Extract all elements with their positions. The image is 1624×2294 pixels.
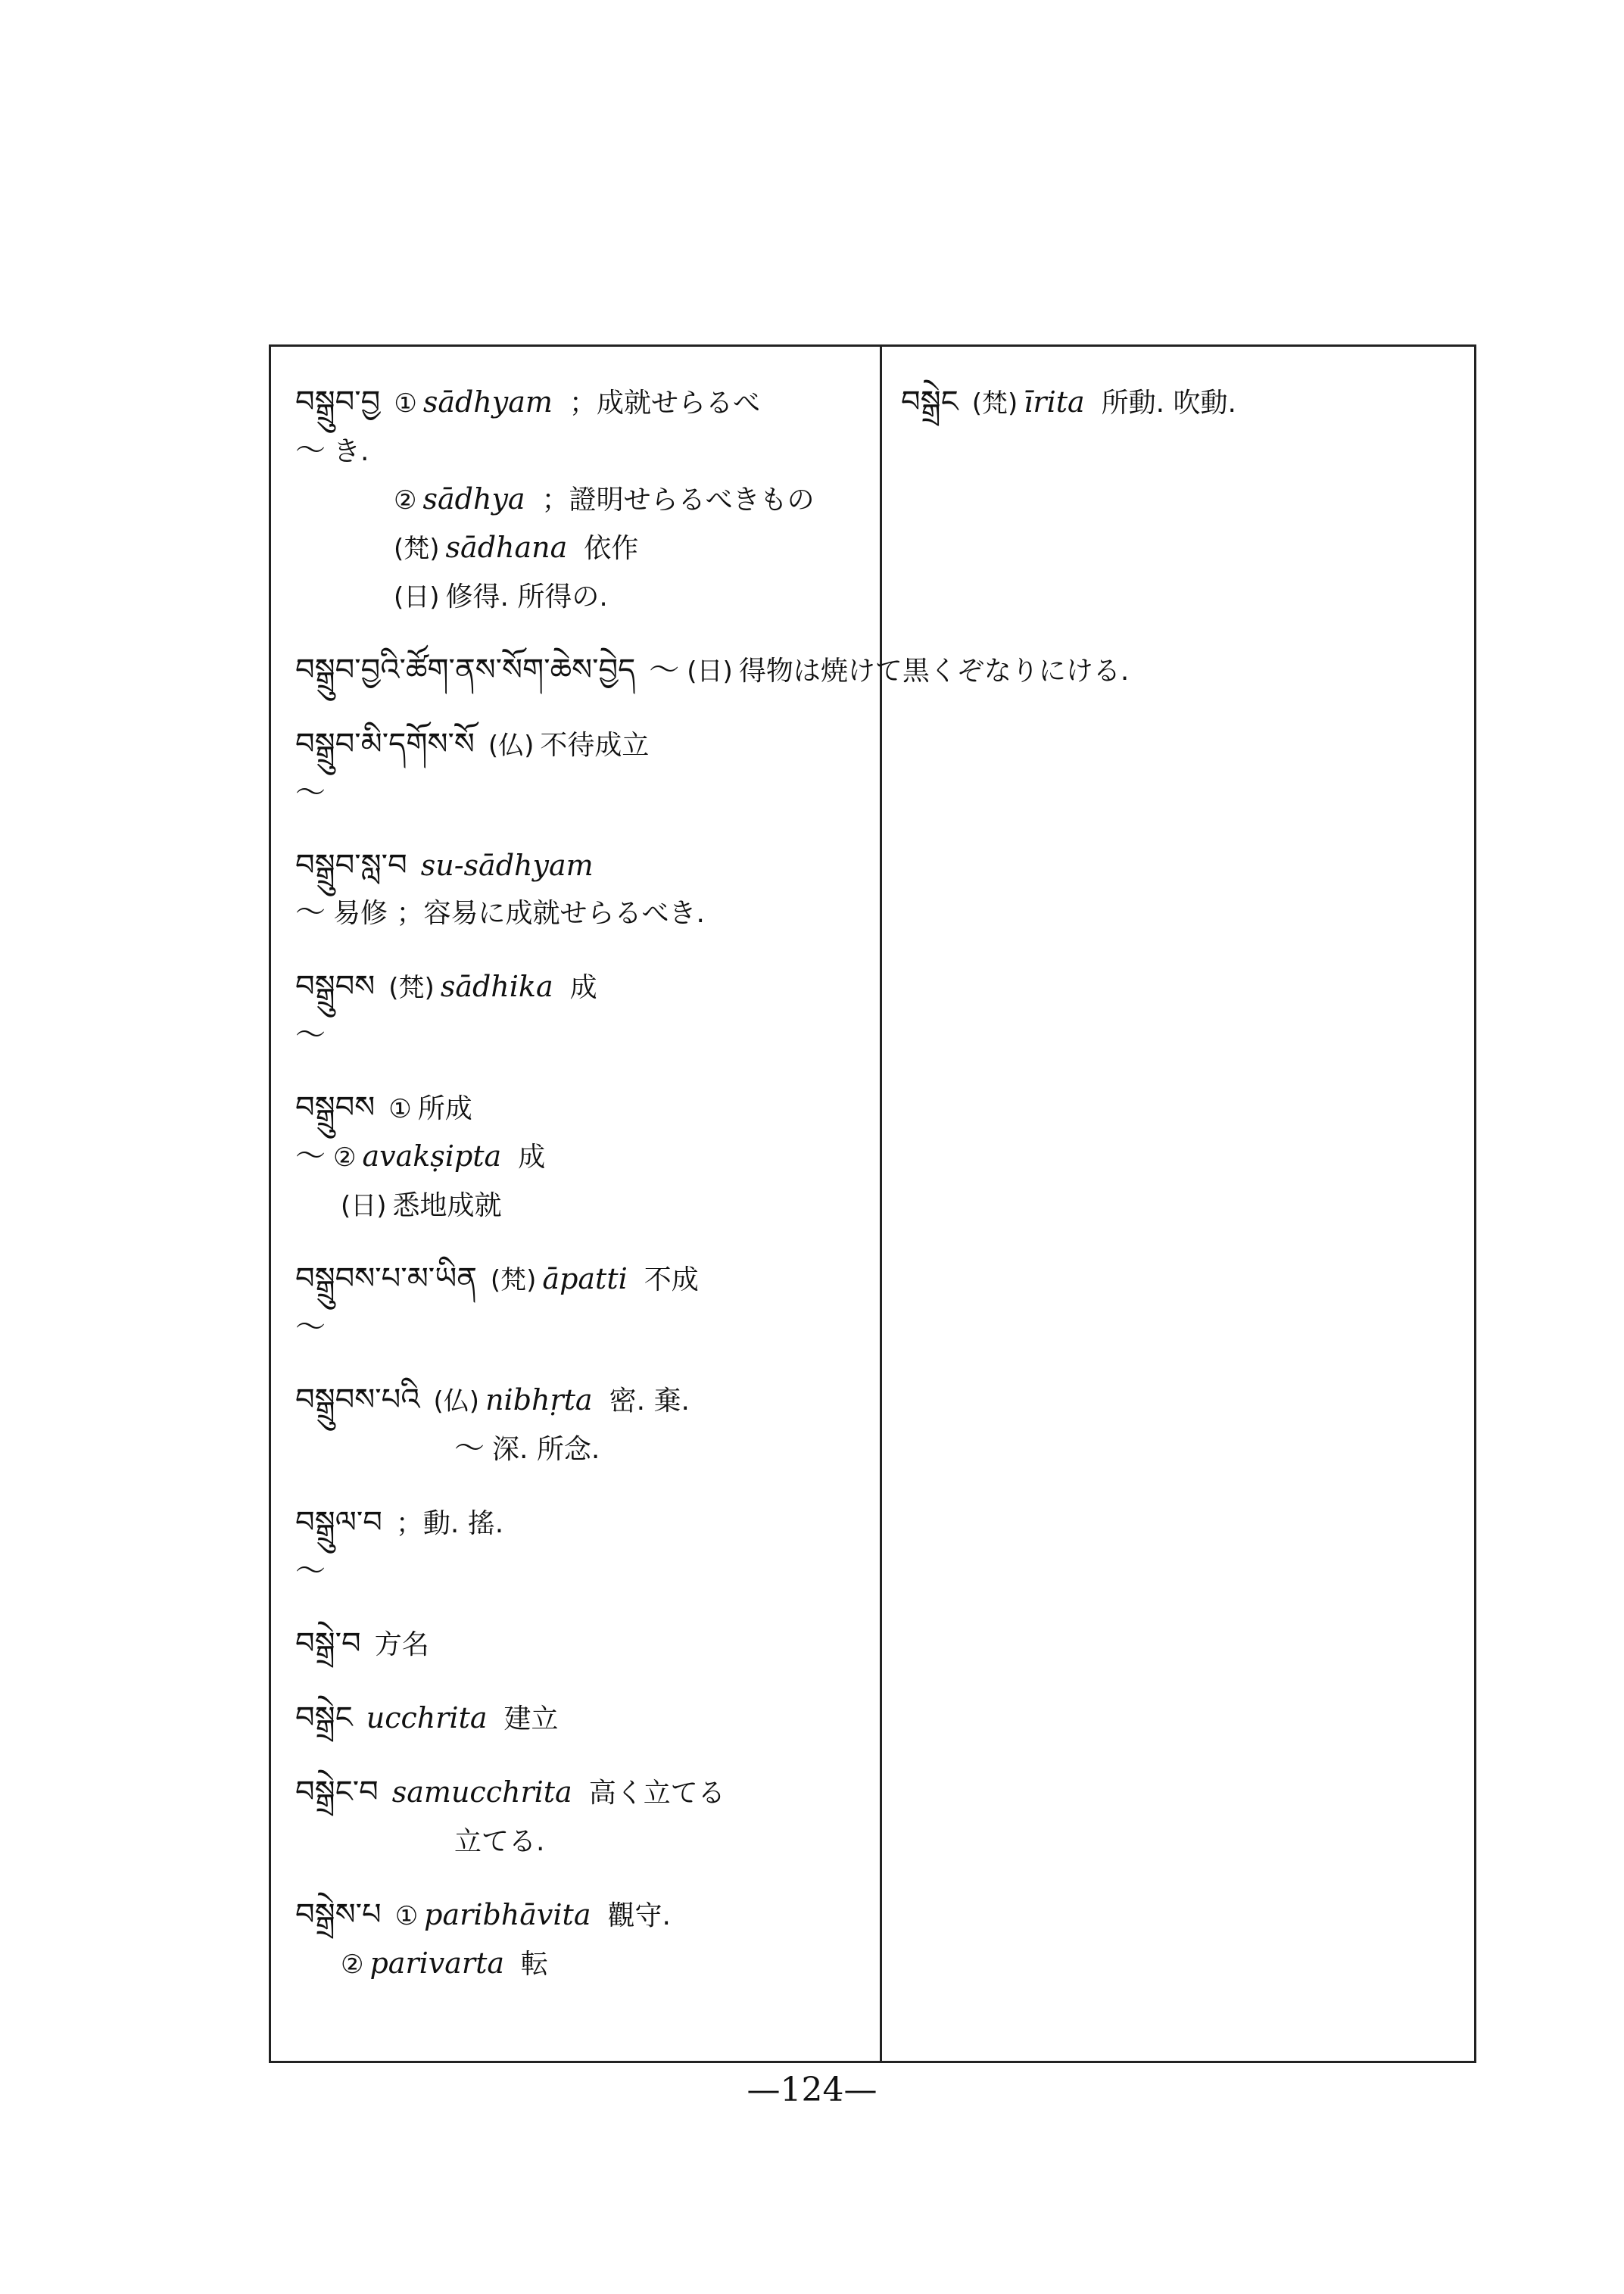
dictionary-entry xyxy=(295,1084,878,1230)
entry-line xyxy=(295,721,878,769)
entry-line xyxy=(295,1425,878,1473)
japanese-gloss: 成 xyxy=(569,972,597,1003)
japanese-gloss: 所成 xyxy=(417,1093,472,1124)
dictionary-entry xyxy=(295,1255,878,1351)
tibetan-headword: བསྒྲུབ་བྱ xyxy=(295,385,381,419)
japanese-gloss: 転 xyxy=(521,1949,549,1980)
japanese-gloss: 悉地成就 xyxy=(392,1190,502,1221)
source-marker: (仏) xyxy=(433,1386,480,1417)
repeat-mark: 〜 xyxy=(295,1139,326,1173)
entry-line xyxy=(295,1694,878,1743)
entry-line xyxy=(295,1255,878,1304)
source-marker: ② xyxy=(341,1950,364,1980)
entry-line xyxy=(295,475,878,524)
japanese-gloss: 密. 棄. xyxy=(609,1385,690,1417)
entry-line xyxy=(295,572,878,621)
japanese-gloss: ；成就せらるべ xyxy=(569,388,760,419)
japanese-gloss: 建立 xyxy=(503,1703,559,1735)
tibetan-headword: བསྒྲུབ་མི་དགོས་སོ xyxy=(295,727,475,762)
repeat-mark: 〜 xyxy=(295,775,326,810)
japanese-gloss: 方名 xyxy=(374,1629,429,1660)
entry-line xyxy=(295,1548,878,1594)
entry-line xyxy=(295,769,878,816)
dictionary-entry xyxy=(295,1891,878,1988)
tibetan-headword: བསྒྲེས་པ xyxy=(295,1897,382,1932)
repeat-mark: 〜 xyxy=(295,1554,326,1588)
sanskrit-equivalent: āpatti xyxy=(542,1262,628,1295)
japanese-gloss: 得物は焼けて黒くぞなりにける. xyxy=(738,656,1130,687)
tibetan-headword: བསྒྲེ་བ xyxy=(295,1626,361,1661)
entry-line xyxy=(295,1499,878,1548)
source-marker: ② xyxy=(333,1142,357,1173)
source-marker: (日) xyxy=(394,582,440,612)
entry-line xyxy=(295,379,878,427)
entry-line xyxy=(295,1084,878,1133)
sanskrit-equivalent: su-sādhyam xyxy=(420,849,594,882)
repeat-mark: 〜 xyxy=(649,653,680,687)
sanskrit-equivalent: sādhya xyxy=(422,482,525,516)
dictionary-entry xyxy=(295,721,878,816)
japanese-gloss: 易修 ；容易に成就せらるべき. xyxy=(333,898,705,929)
entry-line xyxy=(295,842,878,889)
tibetan-headword: བསྒྲུབས xyxy=(295,1090,376,1125)
japanese-gloss: 所動. 吹動. xyxy=(1101,388,1237,419)
dictionary-entry xyxy=(295,379,878,621)
source-marker: (日) xyxy=(341,1191,387,1221)
japanese-gloss: 觀守. xyxy=(607,1900,671,1931)
tibetan-headword: བསྒྲུལ་བ xyxy=(295,1505,382,1540)
source-marker: ① xyxy=(394,1901,419,1931)
tibetan-headword: བསྒྲེང་བ xyxy=(295,1775,379,1809)
source-marker: (梵) xyxy=(388,973,435,1003)
entry-line xyxy=(295,1133,878,1181)
japanese-gloss: 立てる. xyxy=(454,1826,545,1857)
dictionary-entry xyxy=(901,379,1461,427)
repeat-mark: 〜 xyxy=(295,433,326,468)
sanskrit-equivalent: parivarta xyxy=(369,1946,504,1980)
dictionary-entry xyxy=(295,647,1130,695)
source-marker: (仏) xyxy=(488,731,535,761)
tibetan-headword: བསྒྲུབས་པའི xyxy=(295,1382,420,1417)
japanese-gloss: 依作 xyxy=(584,533,639,564)
entry-line xyxy=(295,1891,878,1940)
entry-line xyxy=(295,1011,878,1058)
japanese-gloss: ；證明せらるべきもの xyxy=(541,485,815,516)
sanskrit-equivalent: nibhṛta xyxy=(485,1383,593,1417)
japanese-gloss: 不待成立 xyxy=(540,730,650,761)
dictionary-entry xyxy=(295,1376,878,1473)
japanese-gloss: ；動. 搖. xyxy=(395,1508,504,1539)
sanskrit-equivalent: sādhika xyxy=(440,970,553,1003)
sanskrit-equivalent: īrita xyxy=(1024,385,1085,419)
entry-line xyxy=(295,1620,878,1669)
repeat-mark: 〜 xyxy=(295,1310,326,1345)
repeat-mark: 〜 xyxy=(295,1018,326,1052)
source-marker: (日) xyxy=(687,656,733,687)
sanskrit-equivalent: avakṣipta xyxy=(362,1139,502,1173)
japanese-gloss: き. xyxy=(333,436,369,467)
entry-line xyxy=(295,1817,878,1865)
source-marker: ① xyxy=(388,1094,412,1124)
entry-line xyxy=(295,1304,878,1351)
entry-line xyxy=(295,524,878,572)
entry-line xyxy=(295,889,878,937)
dictionary-entry xyxy=(295,1620,878,1669)
dictionary-entry xyxy=(295,1694,878,1743)
entry-line xyxy=(295,647,1130,695)
sanskrit-equivalent: sādhana xyxy=(445,531,568,564)
japanese-gloss: 成 xyxy=(518,1142,546,1173)
entry-line xyxy=(901,379,1461,427)
entry-line xyxy=(295,1376,878,1425)
source-marker: ② xyxy=(394,485,417,516)
japanese-gloss: 不成 xyxy=(644,1264,699,1295)
source-marker: ① xyxy=(394,388,417,419)
entry-line xyxy=(295,1769,878,1817)
dictionary-entry xyxy=(295,1769,878,1865)
entry-line xyxy=(295,427,878,475)
tibetan-headword: བསྒྲུབས་པ་མ་ཡིན xyxy=(295,1261,477,1296)
entry-line xyxy=(295,1181,878,1230)
japanese-gloss: 修得. 所得の. xyxy=(445,581,608,612)
tibetan-headword: བསྒྲུབ་བྱའི་ཚོག་ནས་སོག་ཆེས་བྱེད xyxy=(295,653,636,687)
tibetan-headword: བསྒྲེང xyxy=(901,385,959,419)
sanskrit-equivalent: samucchrita xyxy=(391,1775,572,1809)
sanskrit-equivalent: ucchrita xyxy=(366,1701,488,1735)
repeat-mark: 〜 xyxy=(295,895,326,930)
dictionary-entry xyxy=(295,842,878,937)
right-column xyxy=(901,379,1461,435)
sanskrit-equivalent: sādhyam xyxy=(422,385,553,419)
tibetan-headword: བསྒྲུབས xyxy=(295,969,376,1004)
japanese-gloss: 高く立てる xyxy=(588,1778,725,1809)
repeat-mark: 〜 xyxy=(454,1431,485,1466)
entry-line xyxy=(295,963,878,1011)
dictionary-entry xyxy=(295,963,878,1058)
dictionary-entry xyxy=(295,1499,878,1594)
source-marker: (梵) xyxy=(490,1265,537,1295)
column-divider xyxy=(880,344,882,2063)
source-marker: (梵) xyxy=(971,388,1018,419)
japanese-gloss: 深. 所念. xyxy=(492,1434,600,1465)
sanskrit-equivalent: paribhāvita xyxy=(424,1898,591,1931)
entry-line xyxy=(295,1940,878,1988)
page-number: —124— xyxy=(747,2071,877,2109)
tibetan-headword: བསྒྲེང xyxy=(295,1700,353,1735)
source-marker: (梵) xyxy=(394,534,440,564)
tibetan-headword: བསྒྲུབ་སླ་བ xyxy=(295,848,407,883)
